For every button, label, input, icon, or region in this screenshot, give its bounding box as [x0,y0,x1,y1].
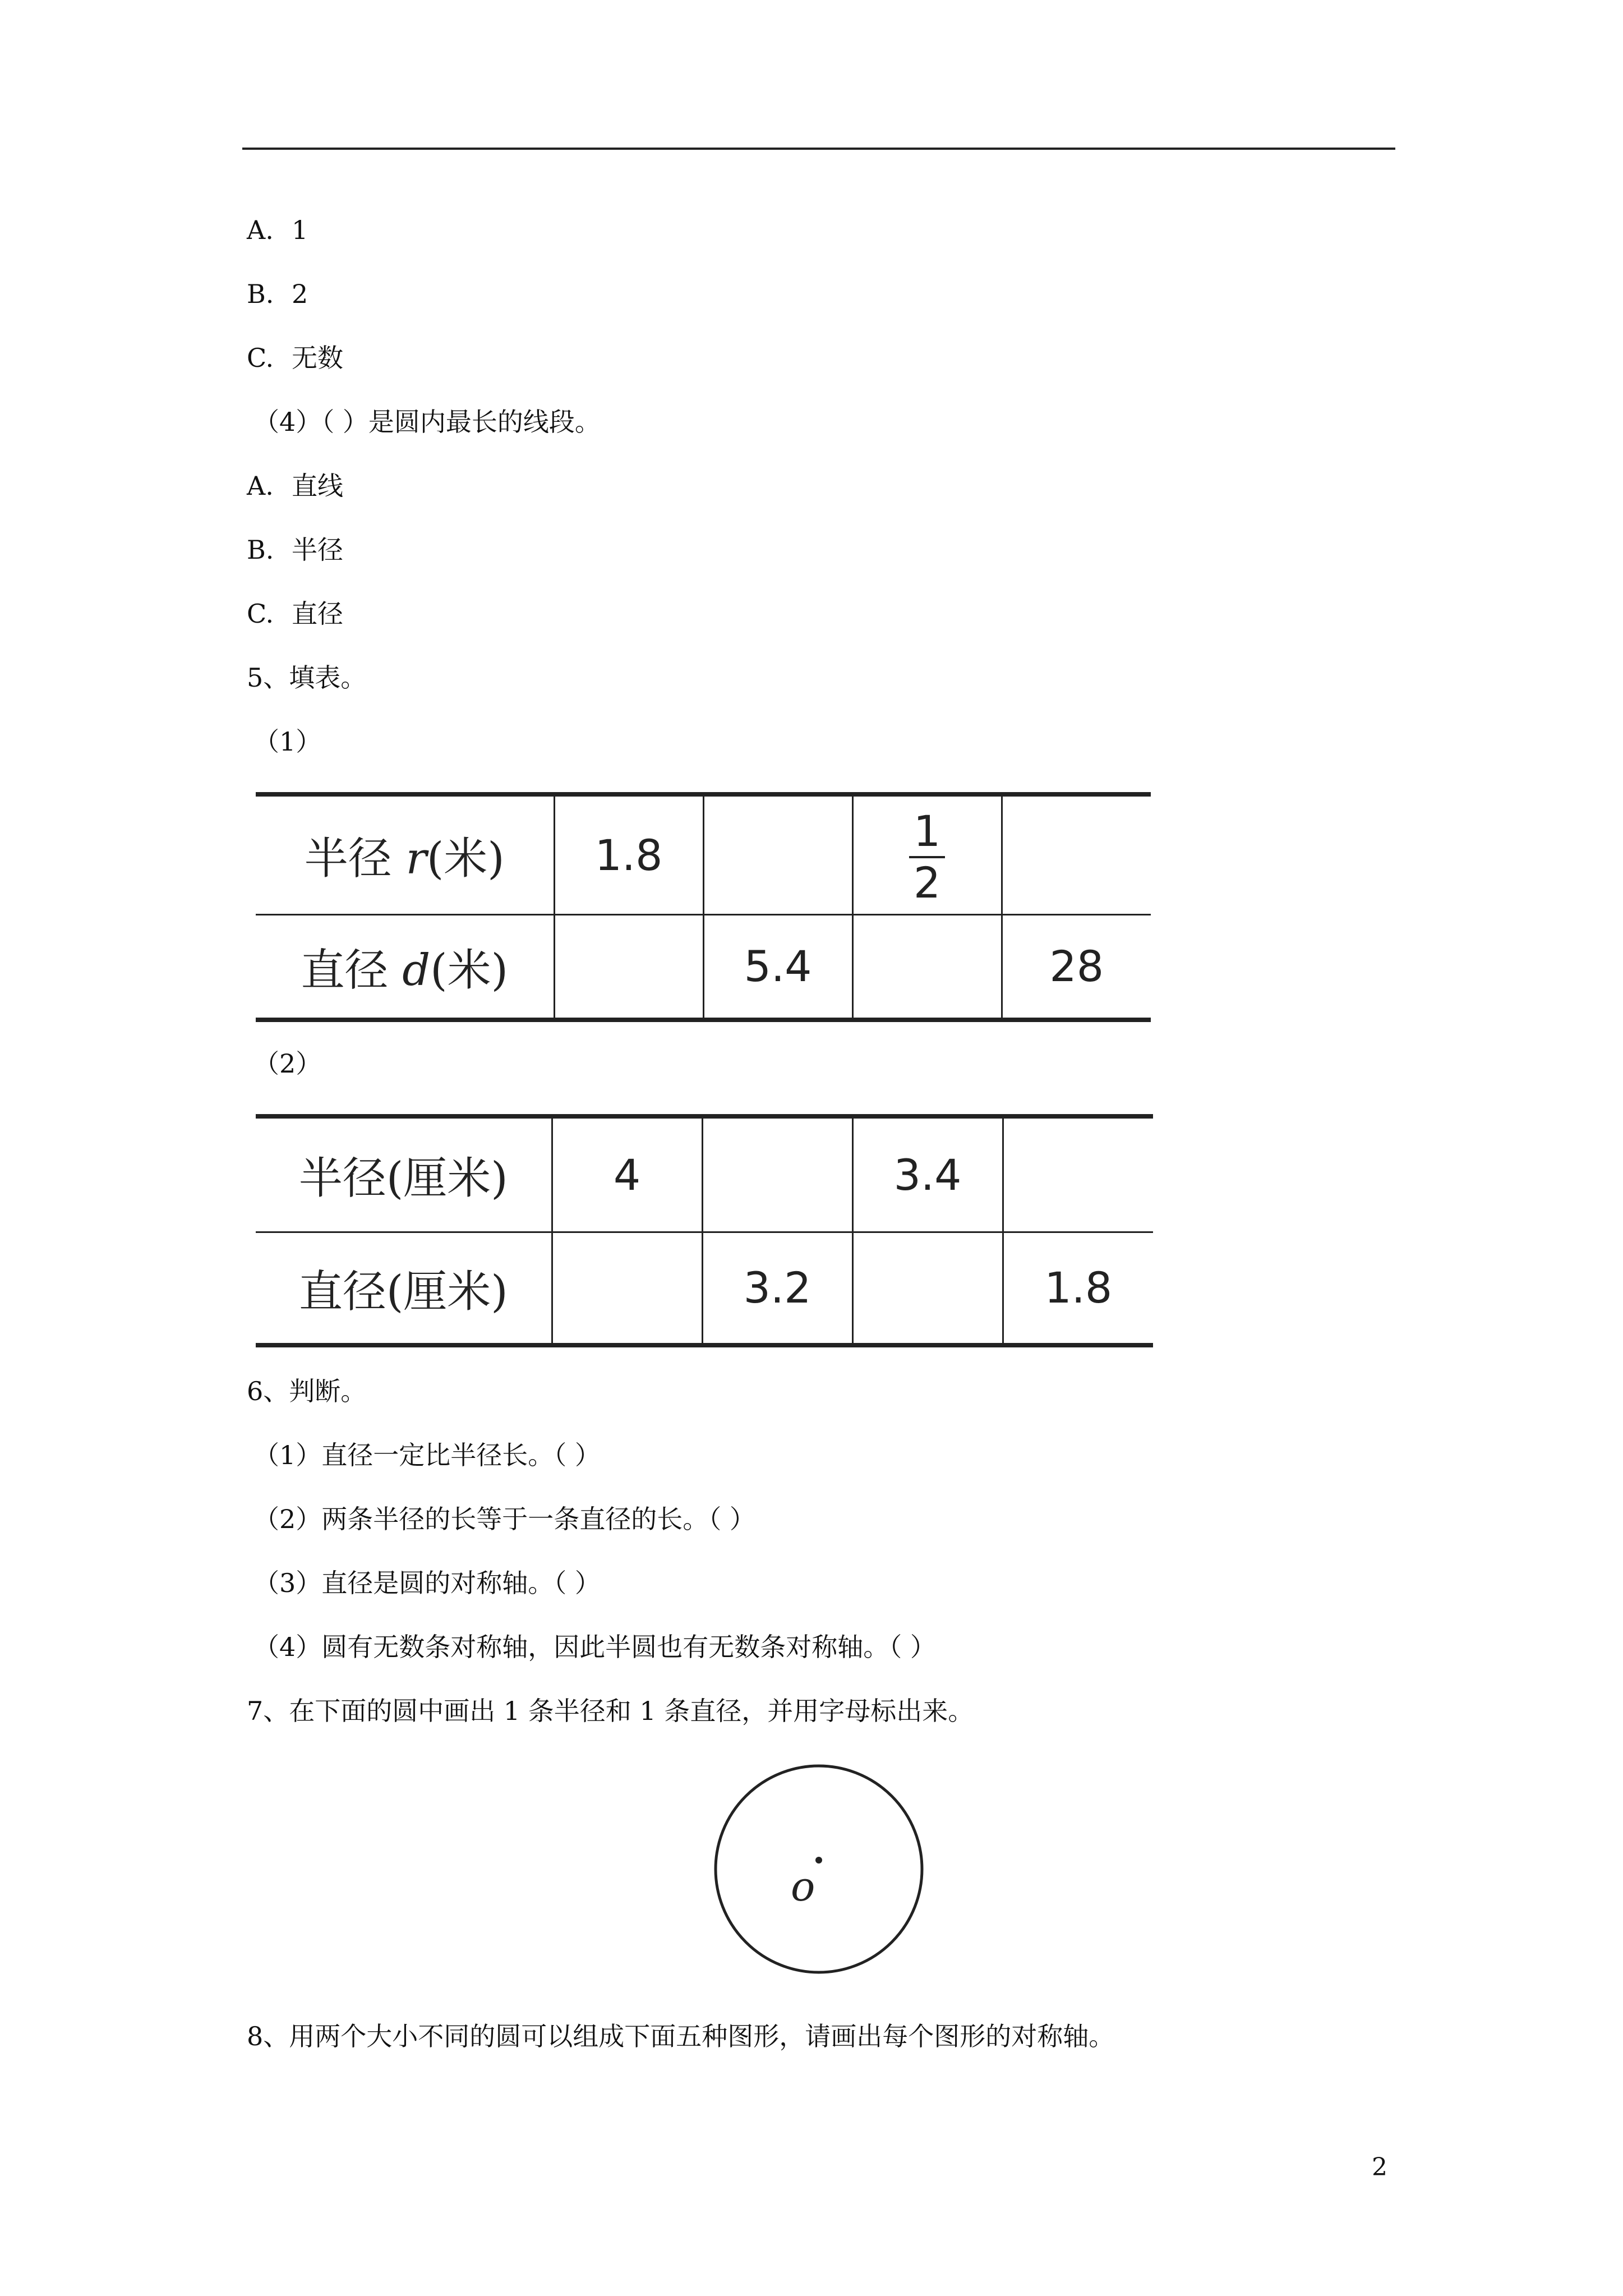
table-cell: 5.4 [703,914,852,1020]
header-rule [242,148,1395,150]
table-row [256,1232,1153,1345]
q6-title: 6、判断。 [247,1376,367,1406]
table-cell: 1.8 [554,794,703,914]
q3-option-b: B. 2 [247,279,308,309]
q5-table-2 [256,1114,1153,1347]
table-row [256,794,1151,914]
answer-blank[interactable] [852,914,1002,1020]
circle-figure [707,1759,931,1984]
fraction-cell [852,794,1002,914]
q5-part2-label: （2） [253,1048,322,1079]
page-number: 2 [1372,2153,1387,2182]
table-row [256,1116,1153,1232]
q6-item-4: （4）圆有无数条对称轴，因此半圆也有无数条对称轴。（ ） [253,1632,936,1662]
q6-item-3: （3）直径是圆的对称轴。（ ） [253,1568,601,1598]
q5-table-1 [256,792,1151,1022]
answer-blank[interactable] [1003,1116,1153,1232]
table-cell: 3.4 [852,1116,1003,1232]
answer-blank[interactable] [703,794,852,914]
q6-item-1: （1）直径一定比半径长。（ ） [253,1440,601,1470]
q3-option-a: A. 1 [247,215,308,245]
q3-4-option-a: A. 直线 [247,471,343,501]
q5-title: 5、填表。 [247,662,367,693]
table-cell: 4 [552,1116,702,1232]
q3-4-question: （4）（ ）是圆内最长的线段。 [253,407,601,437]
q8-question: 8、用两个大小不同的圆可以组成下面五种图形，请画出每个图形的对称轴。 [247,2021,1115,2051]
center-point [815,1857,822,1864]
answer-blank[interactable] [1002,794,1151,914]
answer-blank[interactable] [702,1116,852,1232]
q7-question: 7、在下面的圆中画出 1 条半径和 1 条直径，并用字母标出来。 [247,1696,974,1726]
q3-4-option-b: B. 半径 [247,535,343,565]
radius-cm-header: 半径(厘米) [256,1116,552,1232]
circle-outline [716,1766,922,1972]
center-label: o [791,1863,815,1910]
answer-blank[interactable] [554,914,703,1020]
table-cell: 28 [1002,914,1151,1020]
radius-meter-header: 半径 r(米) [256,794,554,914]
q5-part1-label: （1） [253,726,322,757]
table-cell: 1.8 [1003,1232,1153,1345]
q3-4-option-c: C. 直径 [247,599,343,629]
table-cell: 3.2 [702,1232,852,1345]
q3-option-c: C. 无数 [247,343,343,373]
answer-blank[interactable] [552,1232,702,1345]
diameter-cm-header: 直径(厘米) [256,1232,552,1345]
fraction-one-half: $\frac{1}{2}$ [909,810,945,904]
answer-blank[interactable] [852,1232,1003,1345]
q6-item-2: （2）两条半径的长等于一条直径的长。（ ） [253,1504,755,1534]
table-row [256,914,1151,1020]
diameter-meter-header: 直径 d(米) [256,914,554,1020]
